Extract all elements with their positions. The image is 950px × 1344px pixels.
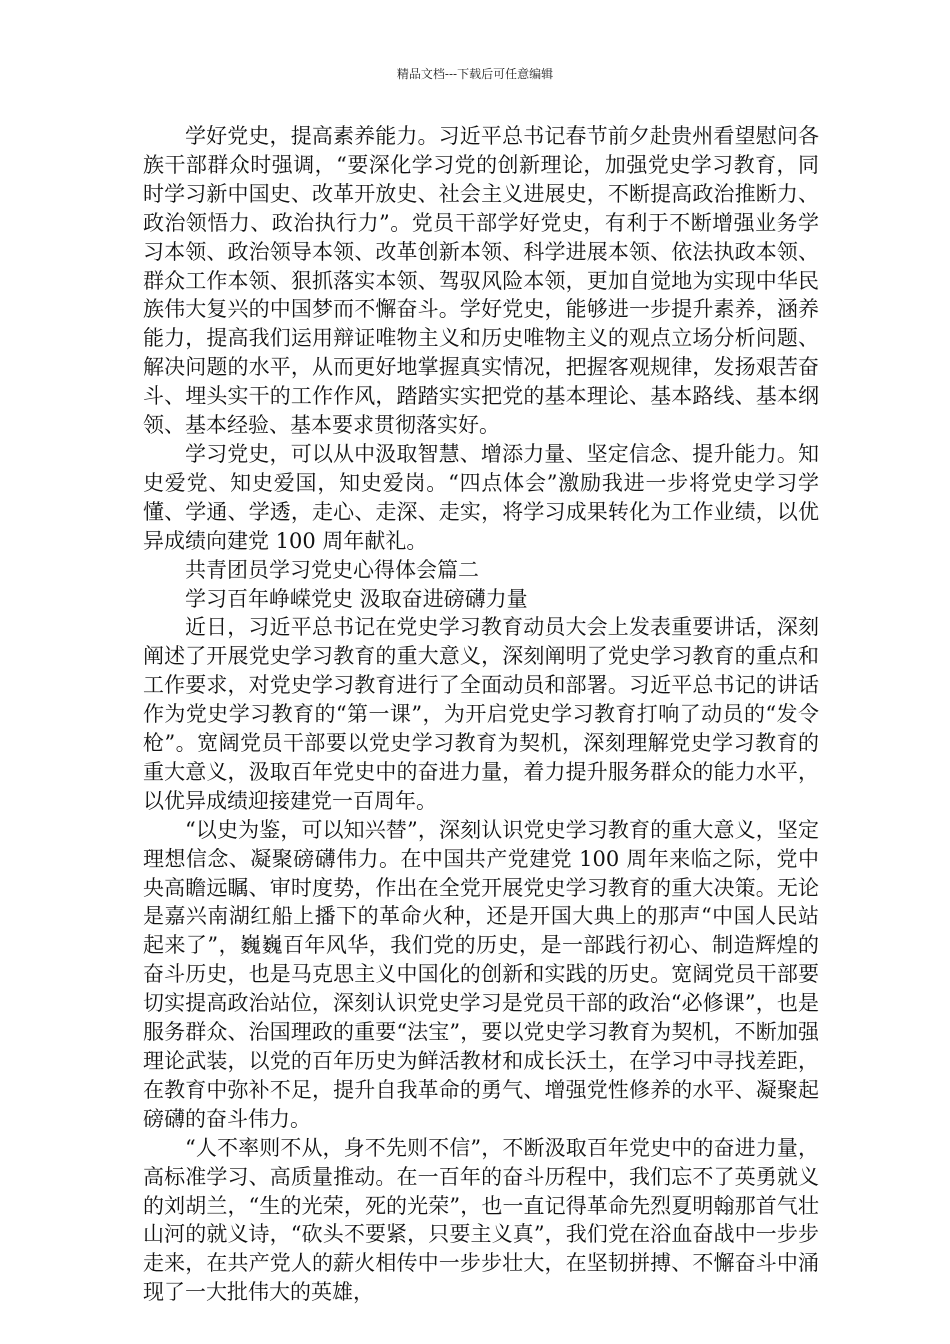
document-body (143, 122, 819, 1307)
article-title: 学习百年峥嵘党史 汲取奋进磅礴力量 (185, 586, 528, 611)
paragraph-four-insights: 学习党史，可以从中汲取智慧、增添力量、坚定信念、提升能力。知史爱党、知史爱国，知史爱岗。“四点体会”激励我进一步将党史学习学懂、学通、学透，走心、走深、走实，将学习成果转化为工作业绩，以优异成绩向建党 100 周年献礼。 (143, 441, 819, 553)
paragraph-lead-by-example: “人不率则不从，身不先则不信”，不断汲取百年党史中的奋进力量，高标准学习、高质量推动。在一百年的奋斗历程中，我们忘不了英勇就义的刘胡兰，“生的光荣，死的光荣”，也一直记得革命先烈夏明翰那首气壮山河的就义诗，“砍头不要紧，只要主义真”，我们党在浴血奋战中一步步走来，在共产党人的薪火相传中一步步壮大，在坚韧拼搏、不懈奋斗中涌现了一大批伟大的英雄， (143, 1135, 819, 1305)
paragraph-history-as-mirror: “以史为鉴，可以知兴替”，深刻认识党史学习教育的重大意义，坚定理想信念、凝聚磅礴伟力。在中国共产党建党 100 周年来临之际，党中央高瞻远瞩、审时度势，作出在全党开展党史学习教育的重大决策。无论是嘉兴南湖红船上播下的革命火种，还是开国大典上的那声“中国人民站起来了”，巍巍百年风华，我们党的历史，是一部践行初心、制造辉煌的奋斗历史，也是马克思主义中国化的创新和实践的历史。宽阔党员干部要切实提高政治站位，深刻认识党史学习是党员干部的政治“必修课”，也是服务群众、治国理政的重要“法宝”，要以党史学习教育为契机，不断加强理论武装，以党的百年历史为鲜活教材和成长沃土，在学习中寻找差距，在教育中弥补不足，提升自我革命的勇气、增强党性修养的水平、凝聚起磅礴的奋斗伟力。 (143, 817, 819, 1131)
section-title: 共青团员学习党史心得体会篇二 (185, 557, 479, 582)
paragraph-study-party-history: 学好党史，提高素养能力。习近平总书记春节前夕赴贵州看望慰问各族干部群众时强调，“要深化学习党的创新理论，加强党史学习教育，同时学习新中国史、改革开放史、社会主义进展史，不断提高政治推断力、政治领悟力、政治执行力”。党员干部学好党史，有利于不断增强业务学习本领、政治领导本领、改革创新本领、科学进展本领、依法执政本领、群众工作本领、狠抓落实本领、驾驭风险本领，更加自觉地为实现中华民族伟大复兴的中国梦而不懈奋斗。学好党史，能够进一步提升素养，涵养能力，提高我们运用辩证唯物主义和历史唯物主义的观点立场分析问题、解决问题的水平，从而更好地掌握真实情况，把握客观规律，发扬艰苦奋斗、埋头实干的工作作风，踏踏实实把党的基本理论、基本路线、基本纲领、基本经验、基本要求贯彻落实好。 (143, 124, 819, 438)
paragraph-mobilization-speech: 近日，习近平总书记在党史学习教育动员大会上发表重要讲话，深刻阐述了开展党史学习教育的重大意义，深刻阐明了党史学习教育的重点和工作要求，对党史学习教育进行了全面动员和部署。习近平总书记的讲话作为党史学习教育的“第一课”，为开启党史学习教育打响了动员的“发令枪”。宽阔党员干部要以党史学习教育为契机，深刻理解党史学习教育的重大意义，汲取百年党史中的奋进力量，着力提升服务群众的能力水平，以优异成绩迎接建党一百周年。 (143, 615, 819, 813)
page-header: 精品文档---下载后可任意编辑 (396, 67, 554, 81)
